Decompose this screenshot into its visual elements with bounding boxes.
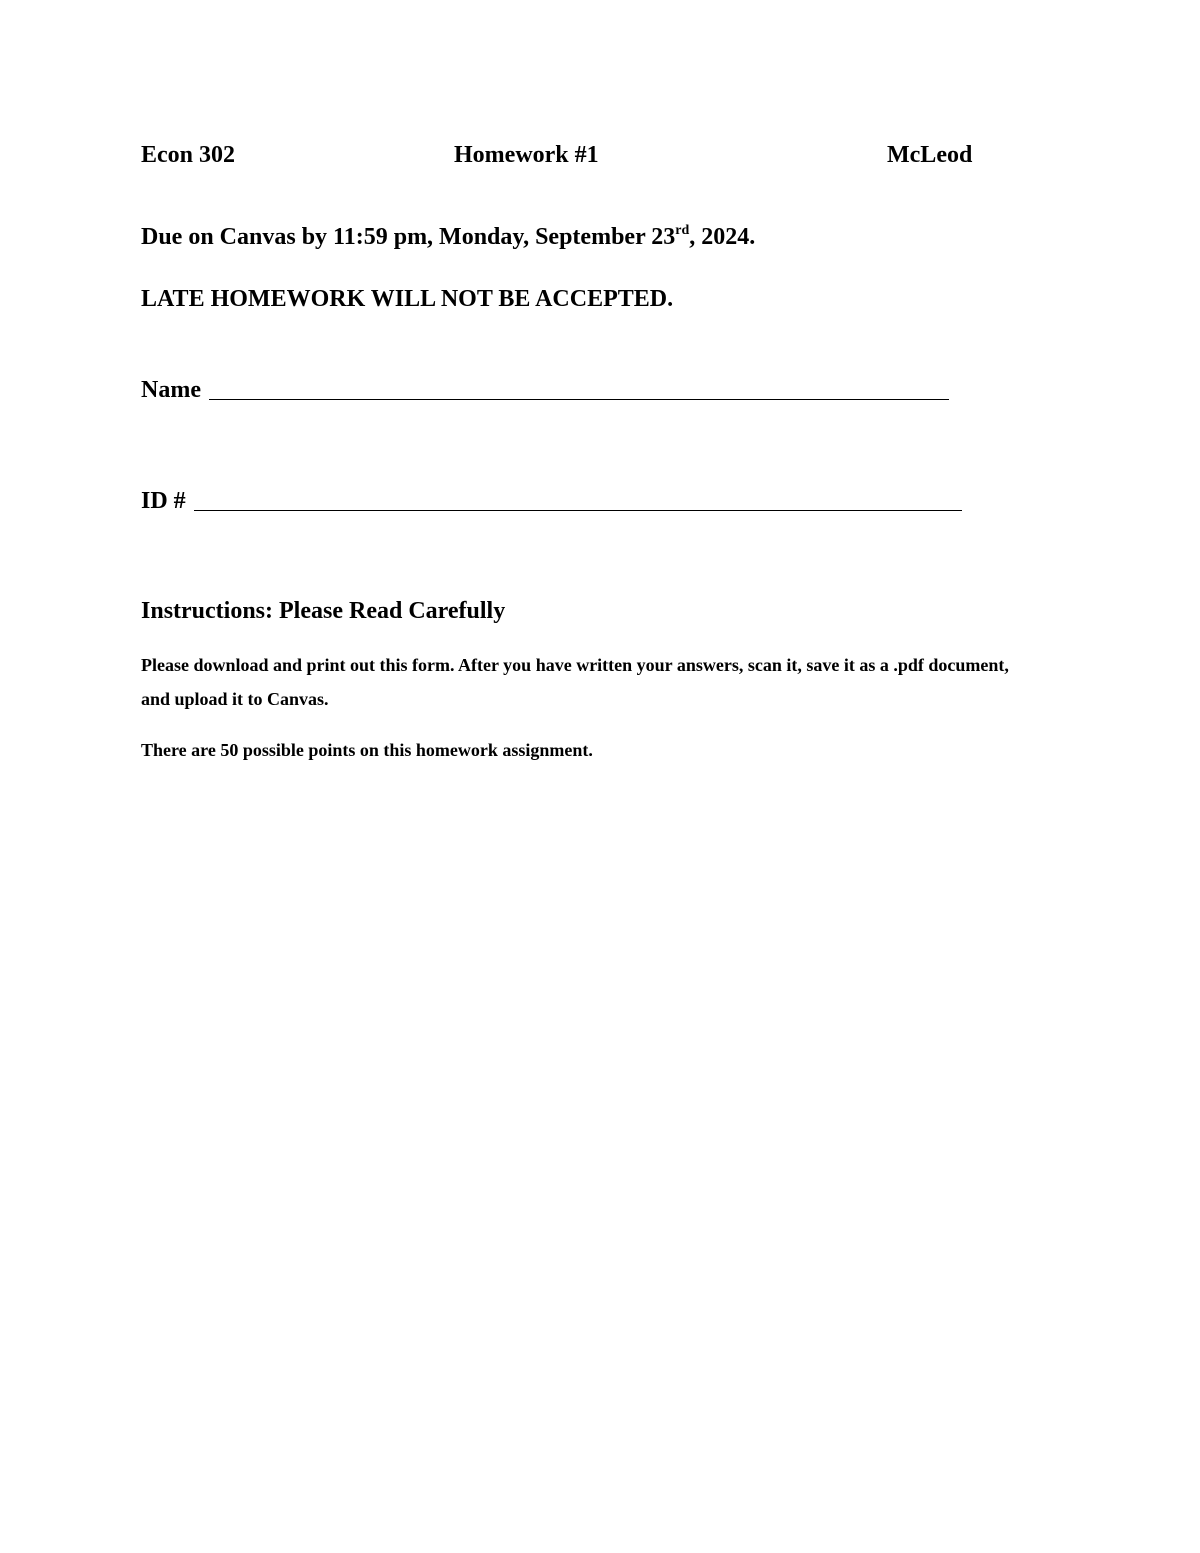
name-field-row: [141, 373, 949, 404]
instructor-name: McLeod: [887, 142, 973, 168]
instructions-heading: Instructions: Please Read Carefully: [141, 598, 506, 624]
due-date-line: [141, 224, 755, 251]
header-row: [141, 142, 1041, 174]
name-blank-line: [209, 373, 949, 400]
course-title: Econ 302: [141, 142, 236, 168]
name-label: Name: [141, 377, 201, 403]
id-label: ID #: [141, 488, 186, 514]
instructions-paragraph: Please download and print out this form. After you have written your answers, scan it, save it as a .pdf document, and upload it to Canvas.: [141, 655, 1009, 709]
id-blank-line: [194, 484, 962, 511]
due-date-ordinal: rd: [675, 223, 690, 238]
id-field-row: [141, 484, 962, 515]
due-date-text: Due on Canvas by 11:59 pm, Monday, September 23: [141, 224, 676, 250]
points-paragraph: There are 50 possible points on this homework assignment.: [141, 740, 593, 760]
assignment-title: Homework #1: [454, 142, 599, 168]
late-notice: LATE HOMEWORK WILL NOT BE ACCEPTED.: [141, 286, 674, 312]
due-date-year: , 2024.: [689, 224, 756, 250]
